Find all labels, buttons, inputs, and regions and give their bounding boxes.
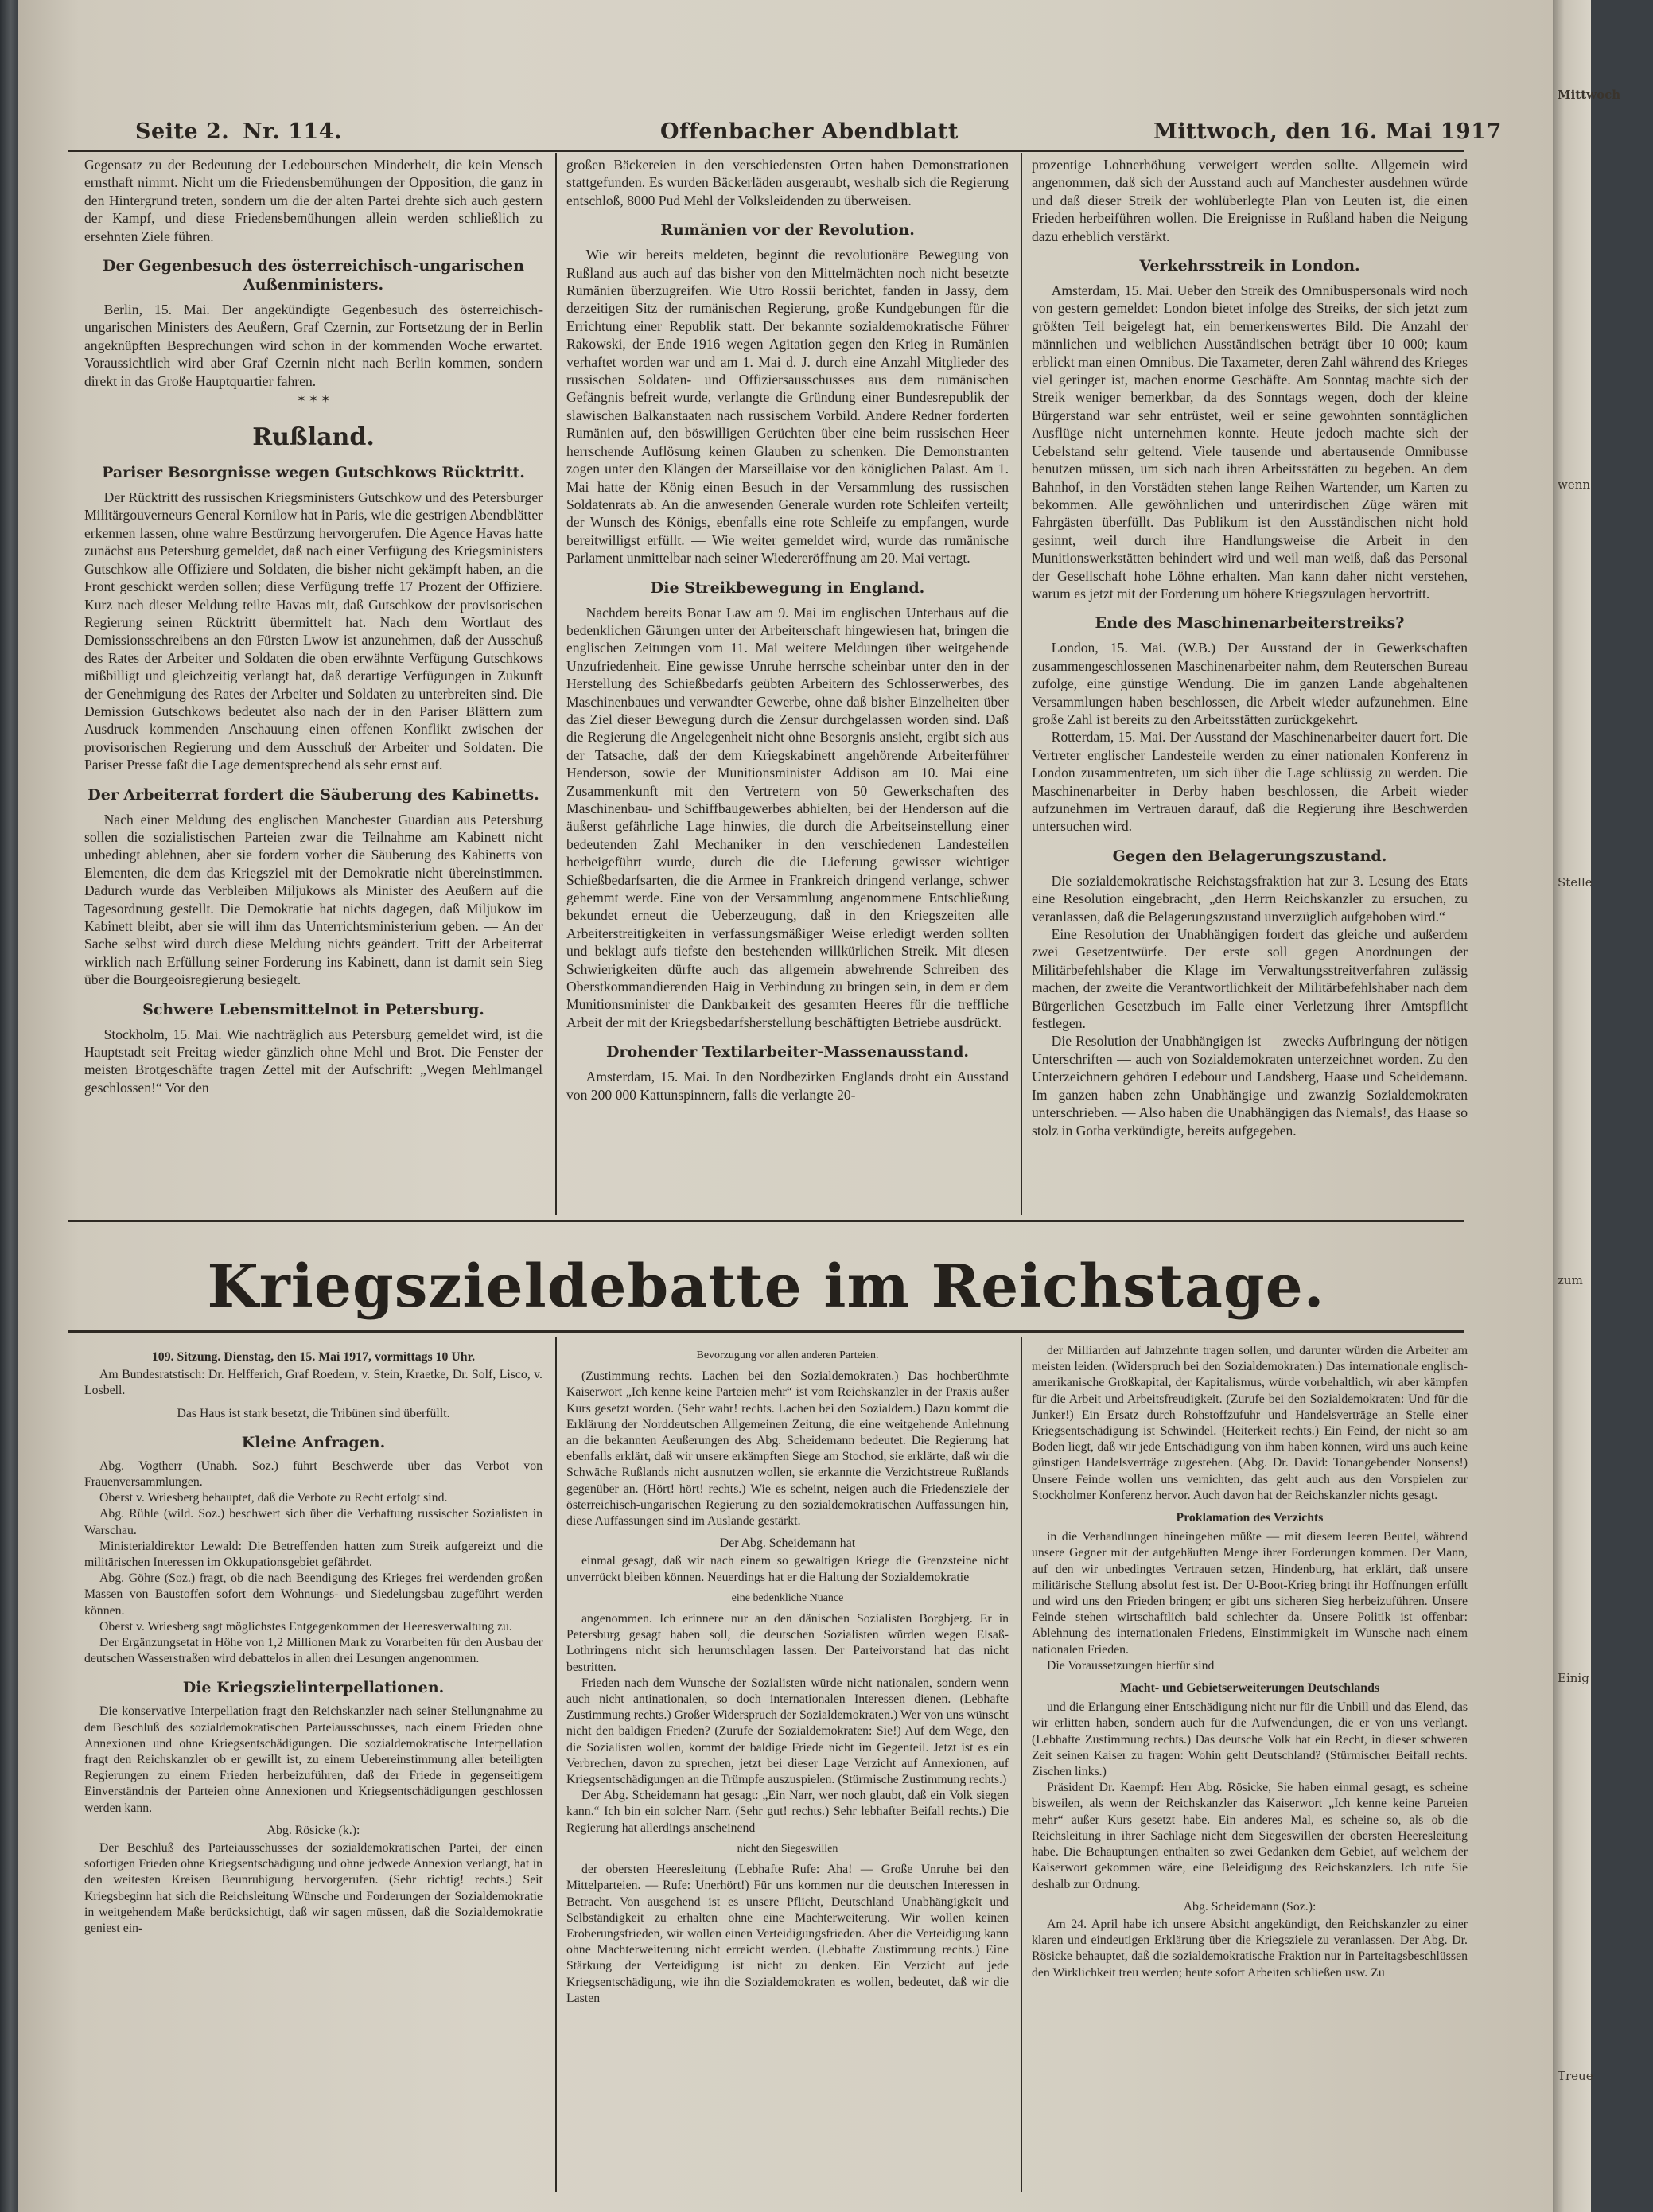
article-paragraph: Der Beschluß des Parteiausschusses der sozialdemokratischen Partei, der einen sofortigen Frieden ohne Kriegsentschädigung und ohne jedwede Annexion verlangt, hat in den weitesten Kreisen Beunruhigung hervorgerufen. (Sehr richtig! rechts.) Seit Kriegsbeginn hat sich die Reichsleitung Wünsche und Forderungen der Sozialdemokratie in weitgehendem Maße berücksichtigt, daß wir sagen müssen, daß die Sozialdemokratie geniest ein- (84, 1841, 543, 1936)
edge-fragment: wenn (1558, 477, 1591, 492)
article-heading: Die Streikbewegung in England. (650, 578, 925, 597)
section-rule (68, 1330, 1464, 1333)
edge-fragment: Einig (1558, 1671, 1589, 1685)
main-headline: Kriegszieldebatte im Reichstage. (207, 1252, 1325, 1321)
article-paragraph: London, 15. Mai. (W.B.) Der Ausstand der in Gewerkschaften zusammengeschlossenen Maschinenarbeiter nahm, dem Reuterschen Bureau zufolge, eine günstige Wendung. Die im ganzen Lande abgehaltenen Versammlungen haben beschlossen, die Arbeit wieder aufzunehmen. Eine große Zahl ist bereits zu den Arbeitsstätten zurückgekehrt. (1032, 640, 1468, 727)
article-paragraph: Am 24. April habe ich unsere Absicht angekündigt, den Reichskanzler zu einer klaren und eindeutigen Erklärung über die Kriegsziele zu veranlassen. Der Abg. Dr. Rösicke behauptet, daß die sozialdemokratische Fraktion nur in Parteitagsbeschlüssen den Wirklichkeit treu werden; heute sofort Arbeiten schließen usw. Zu (1032, 1917, 1468, 1980)
article-paragraph: Abg. Vogtherr (Unabh. Soz.) führt Beschwerde über das Verbot von Frauenversammlungen. (84, 1458, 543, 1490)
article-paragraph: prozentige Lohnerhöhung verweigert werden sollte. Allgemein wird angenommen, daß sich der Ausstand auch auf Manchester ausdehnen würde und daß dieser Streik der wohlüberlegte Plan von Leuten ist, die einen Frieden herbeiführen wollen. Die Ereignisse in Rußland haben die Neigung dazu erheblich verstärkt. (1032, 157, 1468, 244)
article-paragraph: einmal gesagt, daß wir nach einem so gewaltigen Kriege die Grenzsteine nicht unverrückt bleiben können. Neuerdings hat er die Haltung der Sozialdemokratie (566, 1554, 1009, 1584)
article-paragraph: Die sozialdemokratische Reichstagsfraktion hat zur 3. Lesung des Etats eine Resolution eingebracht, „den Herrn Reichskanzler zu ersuchen, zu veranlassen, daß die Belagerungszustand unverzüglich aufgehoben wird.“ (1032, 872, 1468, 925)
header-rule (68, 150, 1464, 152)
article-paragraph: Rotterdam, 15. Mai. Der Ausstand der Maschinenarbeiter dauert fort. Die Vertreter englischer Landesteile werden zu einer nationalen Konferenz in London zusammentreten, um sich über die Lage schlüssig zu werden. Die Maschinenarbeiter in Derby haben beschlossen, die Arbeit wieder aufzunehmen im Vertrauen darauf, daß die Regierung ihre Beschwerden untersuchen wird. (1032, 729, 1468, 835)
subheading: Macht- und Gebietserweiterungen Deutschlands (1119, 1681, 1380, 1696)
article-paragraph: und die Erlangung einer Entschädigung nicht nur für die Unbill und das Elend, das wir erlitten haben, sondern auch für die Aufwendungen, die er von uns verlangt. (Lebhafte Zustimmung rechts.) Das deutsche Volk hat ein Recht, in dieser schweren Zeit seinen Kaiser zu fragen: Wohin geht Deutschland? (Stürmischer Beifall rechts. Zischen links.) (1032, 1700, 1468, 1779)
article-paragraph: angenommen. Ich erinnere nur an den dänischen Sozialisten Borgbjerg. Er in Petersburg gesagt haben soll, die deutschen Sozialisten würden wegen Elsaß-Lothringens nicht sich herumschlagen lassen. Der Parteivorstand hat das nicht bestritten. (566, 1612, 1009, 1674)
separator: ✶ ✶ ✶ (296, 394, 331, 407)
masthead: Offenbacher Abendblatt (660, 119, 959, 144)
article-paragraph: der obersten Heeresleitung (Lebhafte Rufe: Aha! — Große Unruhe bei den Mittelparteien. — Rufe: Unerhört!) Für uns kommen nur die deutschen Interessen in Betracht. Von ausgehend ist es unsere Pflicht, Deutschland Unabhängigkeit und Selbständigkeit zu erhalten ohne eine Machterweiterung. Wir wollen keinen Eroberungsfrieden, wir wollen einen Verteidigungsfrieden. Aber die Verteidigung kann ohne Machterweiterung nicht erreicht werden. (Lebhafte Zustimmung rechts.) Eine Stärkung der Verteidigung ist nicht zu denken. Ein Verzicht auf jede Kriegsentschädigung, wie ihn die Sozialdemokraten es wollen, bedeutet, daß wir die Lasten (566, 1863, 1009, 2005)
binding-spine (0, 0, 18, 2212)
article-column-1 (84, 156, 543, 1214)
article-paragraph: der Milliarden auf Jahrzehnte tragen sollen, und darunter würden die Arbeiter am meisten leiden. (Widerspruch bei den Sozialdemokraten.) Das internationale englisch-amerikanische Großkapital, der Kapitalismus, würde vorbehaltlich, wir aber kämpfen für die Arbeit und Arbeitsfreudigkeit. (Zurufe bei den Sozialdemokraten: Und für die Junker!) Ein Ersatz durch Rohstoffzufuhr und Handelsverträge an Stelle einer Kriegsentschädigung ist Schwindel. (Heiterkeit rechts.) Ein Feind, der nicht so am Boden liegt, daß wir jede Entschädigung von ihm haben können, wird uns auch keine günstigen Handelsverträge zugestehen. (Abg. Dr. David: Tonangebender Nonsens!) Unsere Feinde wollen uns vernichten, das geht auch aus den Vorspielen zur Stockholmer Konferenz hervor. Auch davon hat der Reichskanzler nichts gesagt. (1032, 1344, 1468, 1502)
speaker-line: Abg. Scheidemann (Soz.): (1183, 1899, 1317, 1914)
section-rule (68, 1220, 1464, 1222)
article-paragraph: Gegensatz zu der Bedeutung der Ledebourschen Minderheit, die kein Mensch ernsthaft nimmt. Nicht um die Friedensbemühungen der Opposition, die ganz in den Hintergrund treten, sondern um die der alten Partei drehte sich auch gestern der Kampf, und diese Friedensbemühungen allein werden schließlich zu ersehnten Ziele führen. (84, 157, 543, 244)
article-heading: Schwere Lebensmittelnot in Petersburg. (142, 1000, 484, 1018)
article-paragraph: Abg. Göhre (Soz.) fragt, ob die nach Beendigung des Krieges frei werdenden großen Massen von Baustoffen sofort dem Wohnungs- und Siedelungsbau zugeführt werden können. (84, 1571, 543, 1618)
article-paragraph: in die Verhandlungen hineingehen müßte — mit diesem leeren Beutel, während unsere Gegner mit der aufgehäuften Menge ihrer Forderungen kommen. Der Mann, auf den wir unbedingtes Vertrauen setzen, Hindenburg, hat erklärt, daß unsere militärische Stellung absolut fest ist. Der U-Boot-Krieg bringt ihr Hoffnungen erfüllt und wird uns den Frieden bringen; er gibt uns sicheren Sieg herbeizuführen. Unsere Feinde stehen wirtschaftlich bald schlechter da. Unsere Politik ist offenbar: Ablehnung des internationalen Friedens, Einstimmigkeit im Wunsche nach einem nationalen Frieden. (1032, 1530, 1468, 1657)
speaker-line: Der Abg. Scheidemann hat (719, 1536, 856, 1551)
article-column-3 (1032, 156, 1468, 1214)
debate-column-2 (566, 1343, 1009, 2191)
article-heading: Drohender Textilarbeiter-Massenausstand. (605, 1043, 970, 1061)
article-heading: Rumänien vor der Revolution. (660, 221, 915, 240)
article-column-2 (566, 156, 1009, 1214)
page-number: Seite 2. (135, 119, 230, 144)
article-paragraph: Am Bundesratstisch: Dr. Helfferich, Graf Roedern, v. Stein, Kraetke, Dr. Solf, Lisco, v. Losbell. (84, 1368, 543, 1398)
article-paragraph: Wie wir bereits meldeten, beginnt die revolutionäre Bewegung von Rußland aus auch auf das bisher von den Mittelmächten noch nicht besetzte Rumänien überzugreifen. Wie Utro Rossii berichtet, fanden in Jassy, dem derzeitigen Sitz der rumänischen Regierung, große Kundgebungen für die Errichtung einer Republik statt. Der bekannte sozialdemokratische Führer Rakowski, der Ende 1916 wegen Agitation gegen den Krieg in Rumänien verhaftet worden war und am 1. Mai d. J. durch eine Anzahl Mitglieder des russischen Soldaten- und Offiziersausschusses aus dem rumänischen Gefängnis befreit wurde, verlangte die Gründung einer Bundesrepublik der slawischen Balkanstaaten nach russischem Vorbild. Andere Redner forderten Rumänien auf, den böswilligen Gerüchten über eine beim russischen Heer herrschende Auflösung keinen Glauben zu schenken. Die Demonstranten zogen unter den Klängen der Marseillaise vor den königlichen Palast. Am 1. Mai hatte der König einen Besuch in der Versammlung des russischen Soldatenrats ab. An die anwesenden Generale wurden rote Schleifen verteilt; der Wunsch des Königs, ebenfalls eine rote Schleife zu empfangen, wurde bereitwilligst erfüllt. — Wie weiter gemeldet wird, wurde das rumänische Parlament unmittelbar nach seiner Wiedereröffnung am 20. Mai vertagt. (566, 247, 1009, 567)
column-rule (1021, 1337, 1022, 2192)
adjacent-page-edge (1553, 0, 1621, 2212)
debate-column-3 (1032, 1343, 1468, 2191)
edge-fragment: Stelle (1558, 875, 1593, 890)
article-paragraph: Frieden nach dem Wunsche der Sozialisten würde nicht nationalen, sondern wenn auch nicht antinationalen, so doch internationalen Interessen dienen. (Lebhafte Zustimmung rechts.) Großer Widerspruch der Sozialdemokraten.) Wer von uns wünscht nicht den baldigen Frieden? (Zurufe der Sozialdemokraten: Sie!) Auf dem Wege, den die Sozialisten wollen, kommt der baldige Friede nicht im Gegenteil. Jetzt ist es ein Verbrechen, davon zu sprechen, jetzt bei dieser Lage Verzicht auf Annexionen, auf Kriegsentschädigungen an die Trümpfe auszuspielen. (Stürmische Zustimmung rechts.) (566, 1676, 1009, 1787)
article-heading: Die Kriegszielinterpellationen. (182, 1679, 445, 1697)
speaker-line: Abg. Rösicke (k.): (266, 1823, 360, 1837)
article-heading: Der Gegenbesuch des österreichisch-ungarischen Außenministers. (103, 257, 524, 294)
article-paragraph: Das Haus ist stark besetzt, die Tribünen sind überfüllt. (177, 1406, 450, 1420)
article-paragraph: Die Resolution der Unabhängigen ist — zwecks Aufbringung der nötigen Unterschriften — auch von Sozialdemokraten unterzeichnet worden. Zu den Unterzeichnern gehören Ledebour und Landsberg, Haase und Scheidemann. Im ganzen haben zehn Unabhängige und zwanzig Sozialdemokraten unterschrieben. — Also haben die Unabhängigen das Niemals!, das Haase so stolz in Gotha verkündigte, bereits aufgegeben. (1032, 1033, 1468, 1139)
article-heading: Ende des Maschinenarbeiterstreiks? (1095, 614, 1405, 633)
article-paragraph: Eine Resolution der Unabhängigen fordert das gleiche und außerdem zwei Gesetzentwürfe. Der erste soll gegen Anordnungen der Militärbefehlshaber die Klage im Verwaltungsstreitverfahren zulässig machen, der zweite die Verantwortlichkeit der Militärbefehlshaber nach dem Bürgerlichen Gesetzbuch im Falle einer Verletzung ihrer Amtspflicht festlegen. (1032, 926, 1468, 1032)
article-paragraph: (Zustimmung rechts. Lachen bei den Sozialdemokraten.) Das hochberühmte Kaiserwort „Ich kenne keine Parteien mehr“ ist vom Reichskanzler in der Praxis außer Kurs gesetzt worden. (Sehr wahr! rechts. Lachen bei den Sozialdem.) Dazu kommt die Erklärung der Norddeutschen Allgemeinen Zeitung, die eine weitgehende Anlehnung an die bekannten Aeußerungen des Abg. Scheidemann bedeutet. Die Regierung hat ebenfalls erklärt, daß wir unsere erkämpften Siege am Stochod, sie erklärte, daß wir die Schwäche Rußlands nicht ausnutzen wollen, sie erkannte die Verzichtstreue Rußlands gegenüber an. (Hört! hört! rechts.) Wie es scheint, neigen auch die Friedensziele der österreichisch-ungarischen Regierung zu den sozialdemokratischen Auffassungen hin, diese Auffassungen sind im Auslande gestärkt. (566, 1369, 1009, 1529)
article-paragraph: Amsterdam, 15. Mai. Ueber den Streik des Omnibuspersonals wird noch von gestern gemeldet: London bietet infolge des Streiks, der sich jetzt zum größten Teil beigelegt hat, ein bemerkenswertes Bild. Die Anzahl der männlichen und weiblichen Ausständischen beträgt über 10 000; kaum erblickt man einen Omnibus. Die Taxameter, deren Zahl während des Krieges viel geringer ist, machen enorme Geschäfte. Am Sonntag machte sich der Streik weniger bemerkbar, da des Sonntags wegen, doch der kleine Bürgerstand war sehr entrüstet, weil er seine gewohnten sonntäglichen Ausflüge nicht unternehmen konnte. Heute jedoch machte sich der Uebelstand sehr geltend. Viele tausende und abertausende Omnibusse benutzen müssen, um sich nach ihren Arbeitsstätten zu begeben. An dem Bahnhof, in den Vorstädten stehen lange Reihen Wartender, um Karten zu bekommen. Alle gewöhnlichen und unterirdischen Züge wären mit Fahrgästen überfüllt. Das Publikum ist den Ausständischen nicht hold gesinnt, weil durch ihre Handlungsweise die Arbeit in den Munitionswerkstätten behindert wird und weil man weiß, daß das Personal der Gesellschaft hohe Löhne erhalten. Man kann daher nicht verstehen, warum es jetzt mit der Forderung um höhere Kriegszulagen hervortritt. (1032, 282, 1468, 602)
article-paragraph: Die Voraussetzungen hierfür sind (1046, 1658, 1215, 1673)
edge-fragment: zum (1558, 1273, 1583, 1287)
column-rule (555, 1337, 557, 2192)
debate-column-1 (84, 1343, 543, 2191)
article-paragraph: Stockholm, 15. Mai. Wie nachträglich aus Petersburg gemeldet wird, ist die Hauptstadt seit Freitag wieder gänzlich ohne Mehl und Brot. Die Fenster der meisten Brotgeschäfte tragen Zettel mit der Aufschrift: „Wegen Mehlmangel geschlossen!“ Vor den (84, 1026, 543, 1096)
edge-fragment: Mittwoch (1558, 88, 1621, 102)
article-heading: Gegen den Belagerungszustand. (1112, 847, 1387, 865)
subheading: Bevorzugung vor allen anderen Parteien. (696, 1349, 879, 1361)
article-paragraph: Präsident Dr. Kaempf: Herr Abg. Rösicke, Sie haben einmal gesagt, es scheine bisweilen, als wenn der Reichskanzler das Kaiserwort „Ich kenne keine Parteien mehr“ außer Kurs gesetzt habe. Ein anderes Mal, es scheine so, als ob die Reichsleitung in ihrer Sachlage nicht dem Siegeswillen der obersten Heeresleitung habe. Die Behauptungen enthalten so zwei Gedanken dem Gebiet, auf welchem der Kaiserwort gekommen wäre, eine Beleidigung des Reichskanzlers. Ich rufe Sie deshalb zur Ordnung. (1032, 1781, 1468, 1891)
subheading: Proklamation des Verzichts (1176, 1511, 1324, 1525)
article-paragraph: Abg. Rühle (wild. Soz.) beschwert sich über die Verhaftung russischer Sozialisten in Warschau. (84, 1507, 543, 1537)
article-paragraph: Der Rücktritt des russischen Kriegsministers Gutschkow und des Petersburger Militärgouverneurs General Kornilow hat in Paris, wie die gestrigen Abendblätter erkennen lassen, ohne wahre Bestürzung hervorgerufen. Die Agence Havas hatte zunächst aus Petersburg gemeldet, daß nach einer Verfügung des Kriegsministers Gutschkow alle Offiziere und Soldaten, die bisher nicht gekämpft haben, an die Front geschickt werden sollen; diese Verfügung treffe 17 Prozent der Offiziere. Kurz nach dieser Meldung teilte Havas mit, daß Gutschkow der provisorischen Regierung seinen Rücktritt übermittelt hat. Nach dem Wortlaut des Demissionsschreibens an den Fürsten Lwow ist anzunehmen, daß der Ausschuß des Rates der Arbeiter und Soldaten die oben erwähnte Verfügung Gutschkows mißbilligt und gleichzeitig verlangt hat, daß derartige Verfügungen in Zukunft der Genehmigung des Rates der Arbeiter und Soldaten zu unterbreiten sind. Die Demission Gutschkows bedeutet also nach der in den Pariser Blättern zum Ausdruck kommenden Anschauung einen offenen Konflikt zwischen der provisorischen Regierung und dem Ausschuß der Arbeiter und Soldaten. Die Pariser Presse faßt die Lage dementsprechend als sehr ernst auf. (84, 489, 543, 773)
section-title: Rußland. (252, 423, 375, 452)
issue-date: Mittwoch, den 16. Mai 1917 (1153, 119, 1502, 144)
article-paragraph: Amsterdam, 15. Mai. In den Nordbezirken Englands droht ein Ausstand von 200 000 Kattunspinnern, falls die verlangte 20- (566, 1069, 1009, 1103)
article-paragraph: Oberst v. Wriesberg behauptet, daß die Verbote zu Recht erfolgt sind. (99, 1491, 448, 1505)
article-heading: Pariser Besorgnisse wegen Gutschkows Rücktritt. (102, 464, 525, 482)
article-paragraph: Oberst v. Wriesberg sagt möglichstes Entgegenkommen der Heeresverwaltung zu. (99, 1619, 512, 1634)
issue-number: Nr. 114. (243, 119, 342, 144)
article-heading: Der Arbeiterrat fordert die Säuberung des Kabinetts. (88, 785, 539, 804)
article-paragraph: Die konservative Interpellation fragt den Reichskanzler nach seiner Stellungnahme zu dem Beschluß des sozialdemokratischen Parteiausschusses, nach einem Frieden ohne Annexionen und ohne Kriegsentschädigungen. Die sozialdemokratische Interpellation fragt den Reichskanzler ob er gewillt ist, zu einem Uebereinstimmung aller beteiligten Regierungen zu einem Frieden herbeizuführen, daß der Friede in gegenseitigem Einverständnis der Parteien ohne Annexionen und Kriegsentschädigungen geschlossen werden kann. (84, 1704, 543, 1815)
article-heading: Kleine Anfragen. (241, 1433, 386, 1451)
article-paragraph: Ministerialdirektor Lewald: Die Betreffenden hatten zum Streik aufgereizt und die militärischen Interessen im Okkupationsgebiet gefährdet. (84, 1539, 543, 1570)
column-rule (555, 153, 557, 1215)
article-paragraph: Nachdem bereits Bonar Law am 9. Mai im englischen Unterhaus auf die bedenklichen Gärungen unter der Arbeiterschaft hingewiesen hat, bringen die englischen Zeitungen vom 11. Mai weitere Meldungen über weitgehende Unzufriedenheit. Eine gewisse Unruhe herrsche scheinbar unter den in der Herstellung des Schießbedarfs geübten Arbeitern des Schlosserwerbes, des Maschinenbaues und verwandter Gewerbe, ohne daß bisher Einzelheiten über das Ziel dieser Bewegung durch die Zensur durchgelassen worden sind. Daß die Regierung die Angelegenheit nicht ohne Besorgnis ansieht, ergibt sich aus der Tatsache, daß der dem Kriegskabinett angehörende Arbeiterführer Henderson, sowie der Munitionsminister Addison am 10. Mai eine Zusammenkunft mit den Vertretern von 50 Gewerkschaften des Maschinenbau- und Schiffbaugewerbes abhielten, bei der Henderson auf die äußerst gefährliche Lage hinwies, die durch die Arbeitseinstellung einer bedeutenden Zahl Mechaniker in den verschiedenen Landesteilen herbeigeführt wurde, durch die die Lieferung gewisser wichtiger Schießbedarfsarten, die die Armee in Frankreich dringend verlange, schwer gehemmt werde. Eine von der Versammlung angenommene Entschließung bekundet erneut die Ueberzeugung, daß in den Kriegszeiten alle Arbeiterstreitigkeiten in verfassungsmäßiger Weise erledigt werden sollten und beklagt aufs tiefste den bestehenden willkürlichen Streik. Mit diesen Schwierigkeiten dürfte auch das allgemein abwehrende Schreiben des Oberstkommandierenden Haig in Verbindung zu bringen sein, in dem er dem Munitionsminister die Dankbarkeit des gesamten Heeres für die treffliche Arbeit der mit der Kriegsbedarfsherstellung beschäftigten Betriebe ausdrückt. (566, 604, 1009, 1030)
article-paragraph: Der Abg. Scheidemann hat gesagt: „Ein Narr, wer noch glaubt, daß ein Volk siegen kann.“ Ich bin ein solcher Narr. (Sehr gut! rechts.) Sehr lebhafter Beifall rechts.) Die Regierung hat allerdings anscheinend (566, 1789, 1009, 1835)
article-paragraph: großen Bäckereien in den verschiedensten Orten haben Demonstrationen stattgefunden. Es wurden Bäckerläden ausgeraubt, weshalb sich die Regierung entschloß, 8000 Pud Mehl der Volksleidenden zu überweisen. (566, 157, 1009, 208)
session-line: 109. Sitzung. Dienstag, den 15. Mai 1917, vormittags 10 Uhr. (151, 1350, 476, 1364)
article-heading: Verkehrsstreik in London. (1139, 257, 1360, 275)
subheading: nicht den Siegeswillen (737, 1842, 838, 1855)
edge-fragment: Treue (1558, 2069, 1593, 2083)
article-paragraph: Nach einer Meldung des englischen Manchester Guardian aus Petersburg sollen die sozialistischen Parteien zwar die Teilnahme am Kabinett nicht unbedingt ablehnen, aber sie fordern vorher die Säuberung des Kabinetts von Elementen, die dem das Kriegsziel mit der Demokratie nicht übereinstimmen. Dadurch wurde das Verbleiben Miljukows als Minister des Aeußern auf die Tagesordnung gestellt. Die Demokratie hat nichts dagegen, daß Miljukow im Kabinett bleibt, aber sie will ihm das Unterrichtsministerium geben. — An der Sache selbst wird durch diese Meldung nichts geändert. Tritt der Arbeiterrat wirklich nach Erfüllung seiner Forderung ins Kabinett, dann ist damit sein Sieg über die Bourgeoisregierung besiegelt. (84, 811, 543, 988)
article-paragraph: Berlin, 15. Mai. Der angekündigte Gegenbesuch des österreichisch-ungarischen Ministers des Aeußern, Graf Czernin, zur Fortsetzung der in Berlin angeknüpften Besprechungen wird schon in der kommenden Woche erwartet. Voraussichtlich wird aber Graf Czernin nicht nach Berlin kommen, sondern direkt in das Große Hauptquartier fahren. (84, 302, 543, 389)
subheading: eine bedenkliche Nuance (731, 1591, 844, 1604)
article-paragraph: Der Ergänzungsetat in Höhe von 1,2 Millionen Mark zu Vorarbeiten für den Ausbau der deutschen Wasserstraßen wird debattelos in allen drei Lesungen angenommen. (84, 1636, 543, 1666)
column-rule (1021, 153, 1022, 1215)
